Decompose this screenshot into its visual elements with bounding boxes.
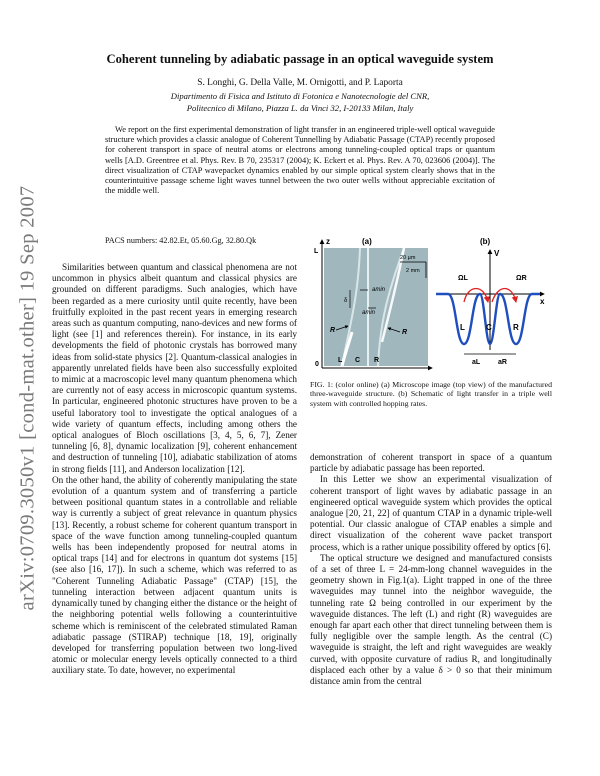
- paragraph: In this Letter we show an experimental visualization of coherent transport of light waves by adiabatic passage in an engineered optical waveguide system which provides the optical analogue [20, 21, 22] of quantum CTAP in a dynamic triple-well potential. Our classic analogue of CTAP enables a simple and direct visualization of the coherent wave packet transport process, which is a rather unique possibility offered by optics [6].: [310, 474, 552, 552]
- aR-label: aR: [498, 359, 507, 366]
- well-C-label: C: [486, 323, 492, 332]
- arxiv-stamp: [14, 128, 42, 668]
- waveguide-C-label: C: [355, 357, 361, 364]
- waveguide-R-label: R: [374, 357, 380, 364]
- axis-V-label: V: [494, 249, 500, 258]
- affiliation-line-1: Dipartimento di Fisica and Istituto di Fotonica e Nanotecnologie del CNR,: [170, 91, 430, 101]
- figure-caption: FIG. 1: (color online) (a) Microscope image (top view) of the manufactured three-waveguide structure. (b) Schematic of light transfer in a triple well system with controlled hopping rates.: [310, 380, 552, 408]
- figure-1: [308, 232, 552, 372]
- paper-title: Coherent tunneling by adiabatic passage in an optical waveguide system: [106, 52, 494, 66]
- omega-R-label: ΩR: [516, 275, 527, 282]
- panel-b-label: (b): [480, 237, 491, 246]
- microscope-image: [324, 248, 428, 366]
- delta-label: δ: [344, 298, 348, 304]
- curvature-R-left: R: [330, 327, 336, 334]
- panel-a: [314, 237, 432, 368]
- paper-authors: S. Longhi, G. Della Valle, M. Ornigotti, and P. Laporta: [197, 78, 403, 88]
- pacs-numbers: PACS numbers: 42.82.Et, 05.60.Gg, 32.80.Qk: [105, 236, 257, 245]
- paper-affiliation: [60, 90, 540, 114]
- panel-b: [436, 237, 545, 366]
- amin-label-2: amin: [362, 310, 376, 316]
- left-column: [52, 262, 297, 762]
- waveguide-L-label: L: [338, 357, 343, 364]
- scale-20um: 20 μm: [400, 255, 416, 261]
- panel-a-label: (a): [362, 237, 372, 246]
- paragraph: On the other hand, the ability of coherently manipulating the state evolution of a quantum system and of transferring a particle between positional quantum states in a controllable and reliable way is currently a subject of great relevance in quantum physics [13]. Recently, a robust scheme for coherent quantum transport in space of the wave function among tunneling-coupled quantum wells has been independently proposed for neutral atoms in optical traps [14] and for electrons in quantum dot systems [15] (see also [16, 17]). In such a scheme, which was referred to as "Coherent Tunneling Adiabatic Passage" (CTAP) [15], the tunneling interaction between adjacent quantum units is dynamically tuned by changing either the distance or the height of the neighboring potential wells following a counterintuitive scheme which is reminiscent of the celebrated stimulated Raman adiabatic passage (STIRAP) technique [18, 19], originally developed for transferring population between two long-lived atomic or molecular energy levels optically connected to a third auxiliary state. To date, however, no experimental: [52, 474, 297, 676]
- omega-L-label: ΩL: [458, 275, 468, 282]
- affiliation-line-2: Politecnico di Milano, Piazza L. da Vinci 32, I-20133 Milan, Italy: [186, 103, 414, 113]
- axis-L-label: L: [314, 248, 319, 255]
- abstract: We report on the first experimental demonstration of light transfer in an engineered triple-well optical waveguide structure which provides a classic analogue of Coherent Tunnelling by Adiabatic Passage (CTAP) recently proposed for coherent transport in space of neutral atoms or electrons among tunneling-coupled optical traps or quantum wells [A.D. Greentree et al. Phys. Rev. B 70, 235317 (2004); K. Eckert et al. Phys. Rev. A 70, 023606 (2004)]. The direct visualization of CTAP wavepacket dynamics enabled by our simple optical system clearly shows that in the counterintuitive passage scheme light waves tunnel between the two outer wells without appreciable excitation of the middle well.: [105, 125, 495, 196]
- axis-z-label: z: [326, 237, 330, 246]
- well-R-label: R: [513, 323, 519, 332]
- paragraph: demonstration of coherent transport in space of a quantum particle by adiabatic passage has been reported.: [310, 452, 552, 474]
- curvature-R-right: R: [402, 329, 408, 336]
- scale-2mm: 2 mm: [406, 268, 420, 274]
- paragraph: The optical structure we designed and manufactured consists of a set of three L = 24-mm-long channel waveguides in the geometry shown in Fig.1(a). Light trapped in one of the three waveguides may tunnel into the neighbor waveguide, the tunneling rate Ω being controlled in our experiment by the waveguide distances. The left (L) and right (R) waveguides are enough far apart each other that direct tunneling between them is fully negligible over the sample length. As the central (C) waveguide is straight, the left and right waveguides are weakly curved, with opposite curvature of radius R, and longitudinally displaced each other by a value δ > 0 so that their minimum distance amin from the central: [310, 552, 552, 687]
- well-L-label: L: [460, 323, 465, 332]
- paragraph: Similarities between quantum and classical phenomena are not uncommon in physics albeit quantum and classical physics are grounded on different paradigms. Such analogies, which have been regarded as a mere curiosity until quite recently, have been fruitfully exploited in the past recent years in emerging research areas such as quantum computing, nano-devices and new forms of light (see [1] and references therein). For instance, in its early developments the field of photonic crystals has borrowed many ideas from solid-state physics [2]. Quantum-classical analogies in apparently unrelated fields have been also successfully exploited to mimic at a macroscopic level many quantum phenomena which are currently not of easy access in microscopic quantum systems. In particular, engineered photonic structures have proven to be a useful laboratory tool to investigate the optical analogues of a wide variety of quantum effects, including among others the optical analogues of Bloch oscillations [3, 4, 5, 6, 7], Zener tunneling [6, 8], dynamic localization [9], coherent enhancement and destruction of tunneling [10], adiabatic stabilization of atoms in strong fields [11], and Anderson localization [12].: [52, 262, 297, 474]
- arxiv-id: arXiv:0709.3050v1 [cond-mat.other] 19 Sep 2007: [16, 185, 39, 611]
- axis-0-label: 0: [315, 361, 319, 368]
- right-column: [310, 452, 552, 762]
- aL-label: aL: [472, 359, 481, 366]
- axis-x-label: x: [540, 297, 545, 306]
- amin-label-1: amin: [372, 287, 386, 293]
